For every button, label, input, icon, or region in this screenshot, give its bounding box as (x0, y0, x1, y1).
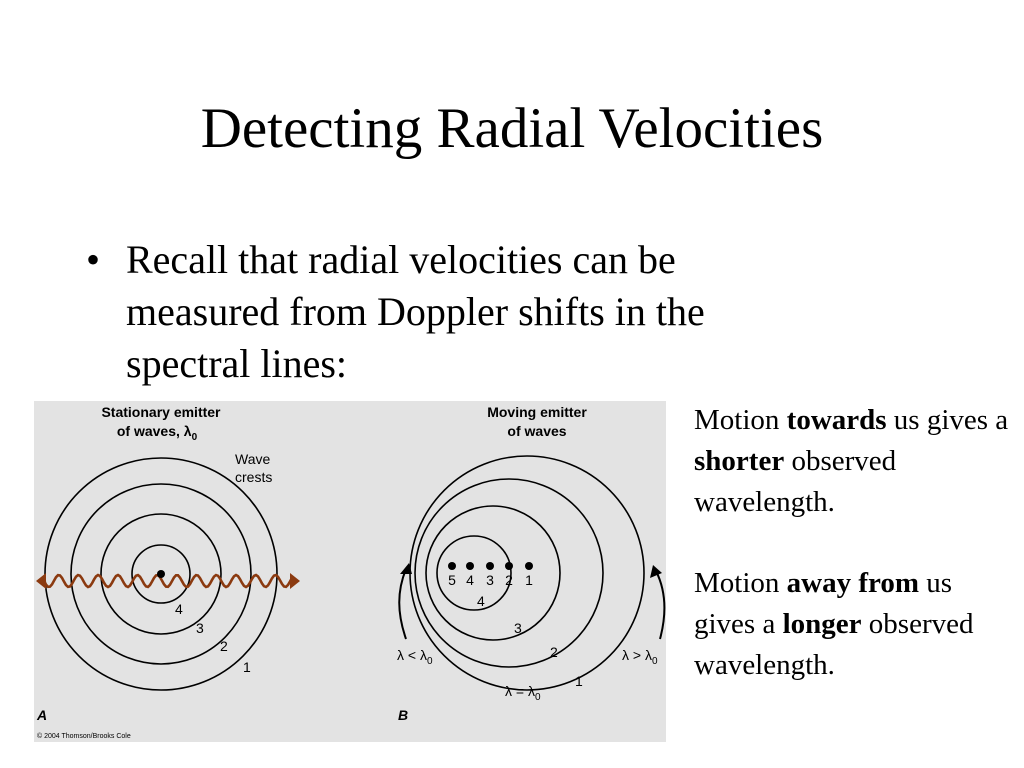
wave-crests-label-line2: crests (235, 469, 273, 485)
doppler-figure (34, 401, 666, 742)
position-label-5: 5 (448, 572, 456, 588)
moving-ring-label-2: 2 (550, 644, 558, 660)
bullet-text: Recall that radial velocities can be measured from Doppler shifts in the spectral lines: (126, 237, 705, 386)
caption-away-mid: us gives a (694, 567, 953, 640)
caption-block (694, 400, 1014, 686)
ring-label-4: 4 (175, 601, 183, 617)
position-dot-3 (486, 562, 494, 570)
slide-title: Detecting Radial Velocities (200, 97, 824, 160)
ring-label-2: 2 (220, 638, 228, 654)
ring-label-1: 1 (243, 659, 251, 675)
bullet-dot: • (86, 237, 101, 282)
position-dot-2 (505, 562, 513, 570)
panel-a-label: A (37, 707, 48, 723)
position-label-2: 2 (505, 572, 513, 588)
position-dot-4 (466, 562, 474, 570)
ring-label-3: 3 (196, 620, 204, 636)
panel-a-title-subscript: 0 (191, 432, 198, 443)
panel-b-label: B (398, 707, 409, 723)
panel-b-title-line2: of waves (507, 423, 567, 439)
panel-a-title-line1: Stationary emitter (101, 404, 221, 420)
caption-away-post: observed wavelength. (694, 608, 974, 681)
caption-away (694, 563, 1014, 686)
caption-towards-post: observed wavelength. (694, 445, 897, 518)
caption-towards-pre: Motion (694, 404, 787, 436)
position-label-4: 4 (466, 572, 474, 588)
lambda-equal-subscript: 0 (534, 692, 541, 703)
lambda-greater-text: λ > λ (622, 647, 652, 663)
figure-background (34, 401, 666, 742)
position-dot-1 (525, 562, 533, 570)
caption-towards-mid: us gives a (886, 404, 1009, 436)
panel-b-title-line1: Moving emitter (487, 404, 587, 420)
lambda-less-subscript: 0 (426, 656, 433, 667)
panel-a-title-line2-text: of waves, λ (116, 423, 192, 439)
lambda-less-text: λ < λ (397, 647, 427, 663)
copyright-text: © 2004 Thomson/Brooks Cole (37, 733, 131, 740)
caption-away-bold1: away from (786, 567, 920, 599)
bullet-point (86, 234, 786, 390)
caption-towards-bold2: shorter (694, 445, 785, 477)
position-label-3: 3 (486, 572, 494, 588)
wave-crests-label-line1: Wave (235, 451, 271, 467)
caption-away-bold2: longer (782, 608, 862, 640)
emitter-dot (157, 570, 165, 578)
lambda-greater-subscript: 0 (651, 656, 658, 667)
moving-ring-label-4: 4 (477, 593, 485, 609)
caption-towards-bold1: towards (786, 404, 887, 436)
moving-ring-label-3: 3 (514, 620, 522, 636)
position-dot-5 (448, 562, 456, 570)
caption-towards (694, 400, 1014, 523)
moving-ring-label-1: 1 (575, 673, 583, 689)
caption-away-pre: Motion (694, 567, 787, 599)
position-label-1: 1 (525, 572, 533, 588)
lambda-equal-text: λ = λ (505, 683, 535, 699)
